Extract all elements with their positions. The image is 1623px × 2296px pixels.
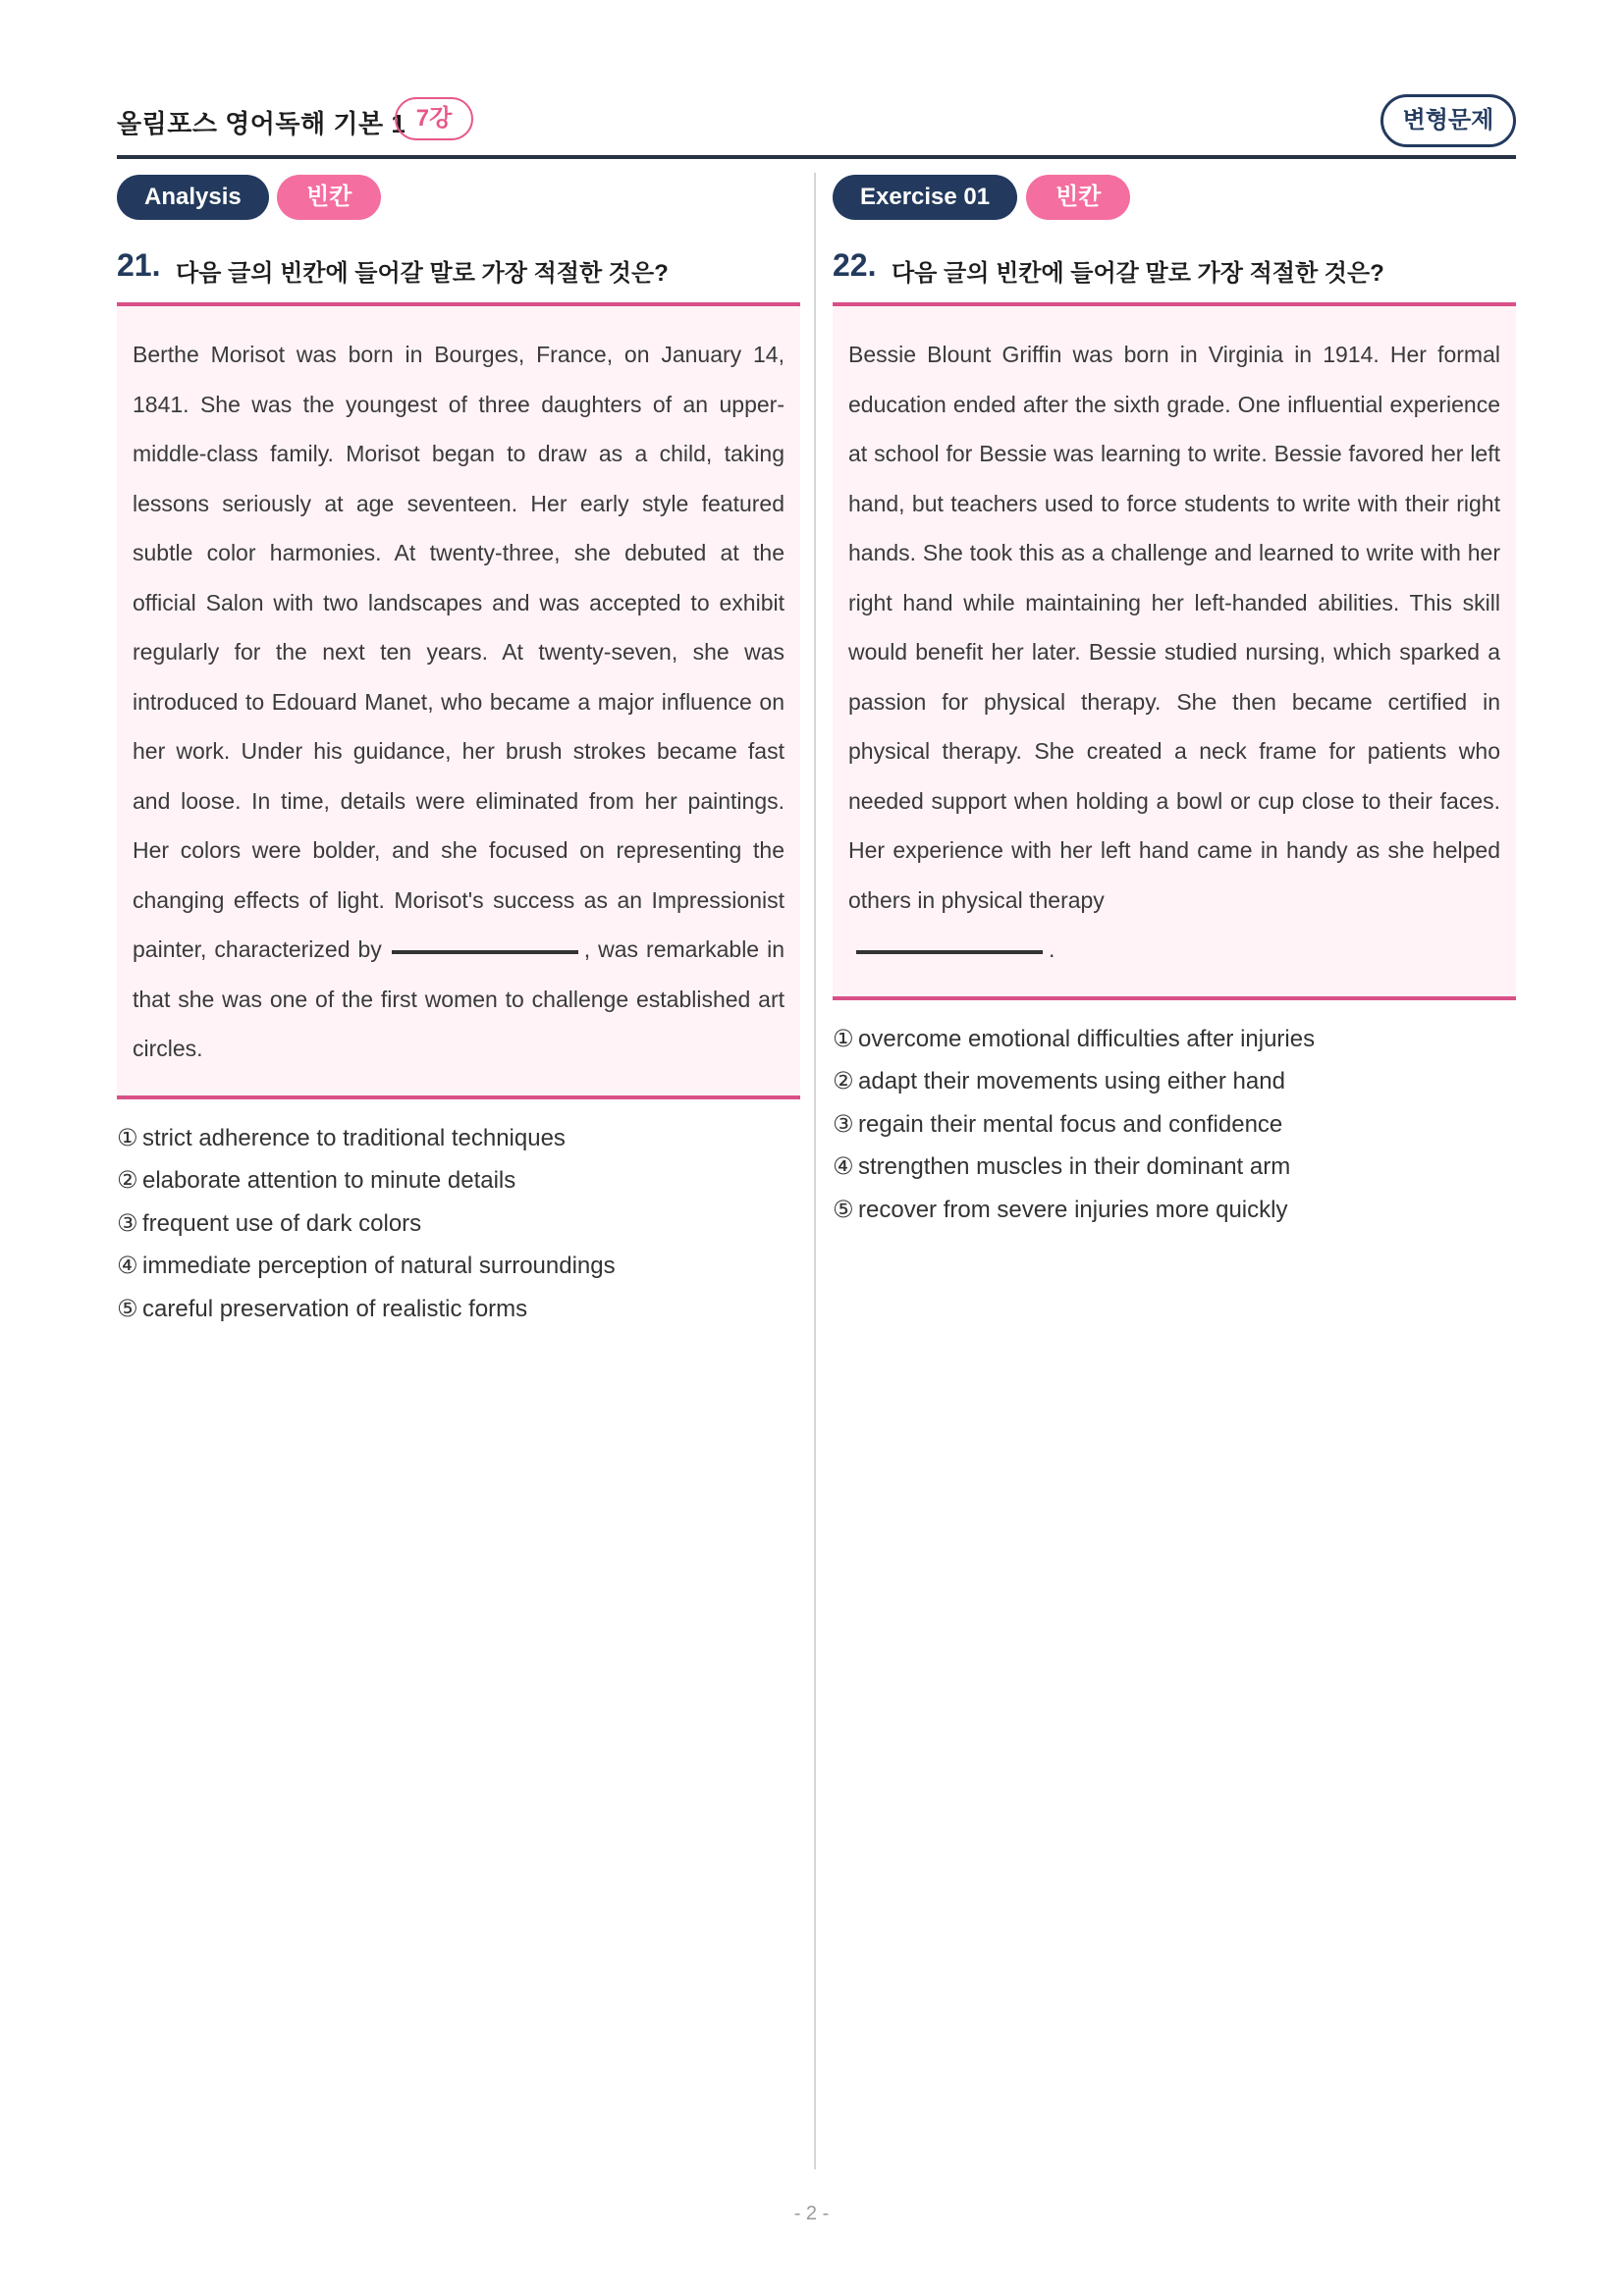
answer-blank <box>856 950 1043 954</box>
choice-text: recover from severe injuries more quickly <box>858 1196 1288 1223</box>
tag-row <box>117 173 800 222</box>
answer-blank <box>392 950 578 954</box>
page-number: - 2 - <box>793 2203 830 2224</box>
question-22 <box>833 173 1516 1231</box>
choice-mark: ⑤ <box>833 1196 854 1223</box>
type-tag: 빈칸 <box>277 175 381 220</box>
passage-box <box>117 306 800 1099</box>
choice-mark: ④ <box>117 1253 138 1279</box>
book-title: 올림포스 영어독해 기본 1 <box>117 109 406 138</box>
question-number: 21. <box>117 247 161 283</box>
column-divider <box>814 173 816 2169</box>
choice-text: adapt their movements using either hand <box>858 1068 1285 1095</box>
choice-1[interactable] <box>117 1117 800 1160</box>
choice-3[interactable] <box>117 1202 800 1246</box>
question-header <box>117 245 800 306</box>
question-number: 22. <box>833 247 877 283</box>
passage-text: Berthe Morisot was born in Bourges, France, on January 14, 1841. She was the youngest of three daughters of an upper-middle-class family. Morisot began to draw as a child, taking lessons seriously at age seventeen. Her early style featured subtle color harmonies. At twenty-three, she debuted at the official Salon with two landscapes and was accepted to exhibit regularly for the next ten years. At twenty-seven, she was introduced to Edouard Manet, who became a major influence on her work. Under his guidance, her brush strokes became fast and loose. In time, details were eliminated from her paintings. Her colors were bolder, and she focused on representing the changing effects of light. Morisot's success as an Impressionist painter, characterized by <box>133 342 784 962</box>
lesson-badge: 7강 <box>395 97 473 140</box>
answer-choices <box>117 1117 800 1331</box>
choice-3[interactable] <box>833 1103 1516 1147</box>
question-instruction: 다음 글의 빈칸에 들어갈 말로 가장 적절한 것은? <box>892 260 1384 287</box>
choice-text: frequent use of dark colors <box>142 1209 422 1237</box>
choice-4[interactable] <box>833 1146 1516 1189</box>
choice-1[interactable] <box>833 1018 1516 1061</box>
passage-text-end: . <box>1049 936 1055 962</box>
choice-mark: ② <box>117 1167 138 1194</box>
page-header <box>117 94 1516 159</box>
choice-5[interactable] <box>117 1288 800 1331</box>
choice-mark: ① <box>833 1025 854 1052</box>
choice-mark: ⑤ <box>117 1295 138 1322</box>
choice-text: careful preservation of realistic forms <box>142 1295 528 1322</box>
choice-5[interactable] <box>833 1189 1516 1232</box>
choice-2[interactable] <box>833 1060 1516 1103</box>
choice-mark: ③ <box>833 1110 854 1138</box>
passage-box <box>833 306 1516 1000</box>
choice-2[interactable] <box>117 1159 800 1202</box>
choice-mark: ② <box>833 1068 854 1095</box>
tag-row <box>833 173 1516 222</box>
choice-text: regain their mental focus and confidence <box>858 1110 1283 1138</box>
choice-4[interactable] <box>117 1245 800 1288</box>
question-header <box>833 245 1516 306</box>
answer-choices <box>833 1018 1516 1232</box>
question-instruction: 다음 글의 빈칸에 들어갈 말로 가장 적절한 것은? <box>176 260 669 287</box>
choice-text: elaborate attention to minute details <box>142 1167 516 1194</box>
choice-mark: ① <box>117 1124 138 1151</box>
choice-mark: ③ <box>117 1209 138 1237</box>
choice-text: overcome emotional difficulties after injuries <box>858 1025 1316 1052</box>
type-tag: 빈칸 <box>1026 175 1130 220</box>
passage-text: Bessie Blount Griffin was born in Virginia in 1914. Her formal education ended after the sixth grade. One influential experience at school for Bessie was learning to write. Bessie favored her left hand, but teachers used to force students to write with their right hands. She took this as a challenge and learned to write with her right hand while maintaining her left-handed abilities. This skill would benefit her later. Bessie studied nursing, which sparked a passion for physical therapy. She then became certified in physical therapy. She created a neck frame for patients who needed support when holding a bowl or cup close to their faces. Her experience with her left hand came in handy as she helped others in physical therapy <box>848 342 1500 913</box>
passage-text-end: , was remarkable in that she was one of the first women to challenge established art circles. <box>133 936 784 1061</box>
choice-text: strengthen muscles in their dominant arm <box>858 1153 1291 1180</box>
question-21 <box>117 173 800 1330</box>
section-tag: Exercise 01 <box>833 175 1017 220</box>
variant-badge: 변형문제 <box>1380 94 1516 147</box>
section-tag: Analysis <box>117 175 269 220</box>
choice-text: strict adherence to traditional techniques <box>142 1124 566 1151</box>
choice-mark: ④ <box>833 1153 854 1180</box>
choice-text: immediate perception of natural surroundings <box>142 1253 616 1279</box>
